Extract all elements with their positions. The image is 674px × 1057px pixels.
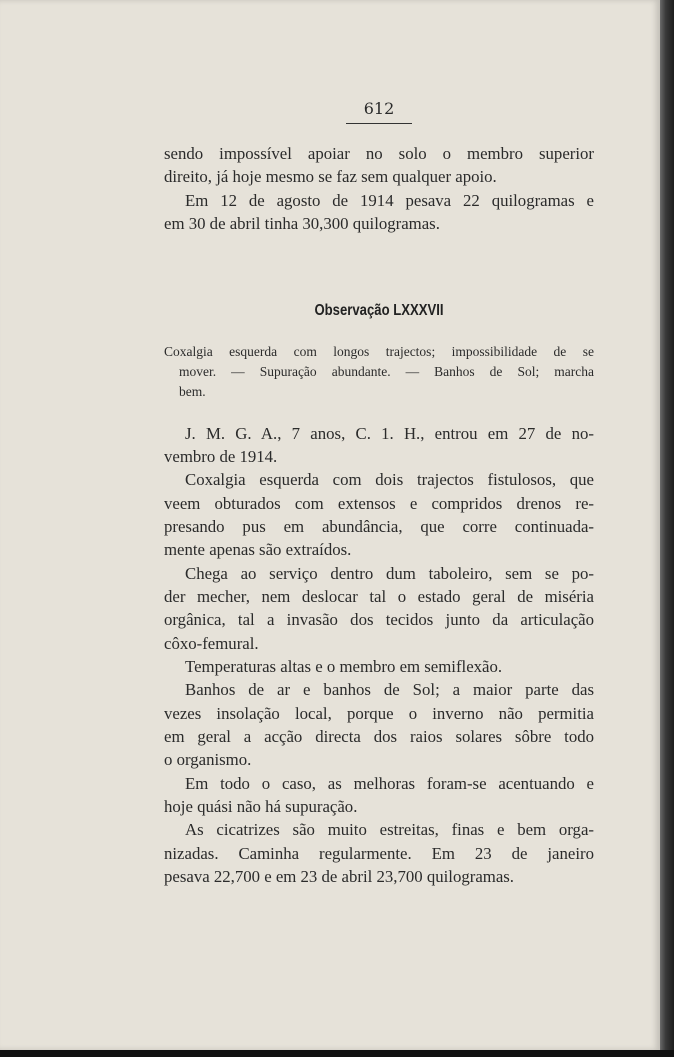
text-line: pesava 22,700 e em 23 de abril 23,700 quilogramas. xyxy=(164,867,514,886)
text-line: vembro de 1914. xyxy=(164,447,278,466)
text-line: Em 12 de agosto de 1914 pesava 22 quilogramas e xyxy=(185,191,594,210)
text-line: vezes insolação local, porque o inverno não permitia xyxy=(164,704,594,723)
text-line: côxo-femural. xyxy=(164,634,259,653)
text-line: direito, já hoje mesmo se faz sem qualquer apoio. xyxy=(164,167,497,186)
text-line: Chega ao serviço dentro dum taboleiro, sem se po- xyxy=(185,564,594,583)
text-line: Coxalgia esquerda com dois trajectos fistulosos, que xyxy=(185,470,594,489)
text-line: veem obturados com extensos e compridos drenos re- xyxy=(164,494,594,513)
text-line: Banhos de ar e banhos de Sol; a maior parte das xyxy=(185,680,594,699)
text-line: mente apenas são extraídos. xyxy=(164,540,352,559)
text-line: J. M. G. A., 7 anos, C. 1. H., entrou em 27 de no- xyxy=(185,424,594,443)
text-line: sendo impossível apoiar no solo o membro superior xyxy=(164,144,594,163)
text-line: Em todo o caso, as melhoras foram-se acentuando e xyxy=(185,774,594,793)
text-line: o organismo. xyxy=(164,750,252,769)
observation-heading: Observação LXXXVII xyxy=(314,302,444,319)
text-line: Temperaturas altas e o membro em semiflexão. xyxy=(185,657,503,676)
text-line: As cicatrizes são muito estreitas, finas e bem orga- xyxy=(185,820,594,839)
summary-line: Coxalgia esquerda com longos trajectos; impossibilidade de se xyxy=(164,344,594,359)
text-line: em geral a acção directa dos raios solares sôbre todo xyxy=(164,727,594,746)
book-edge xyxy=(660,0,674,1057)
summary-line: mover. — Supuração abundante. — Banhos de Sol; marcha xyxy=(179,364,594,379)
summary-line: bem. xyxy=(179,384,206,399)
page-number-rule xyxy=(346,123,412,124)
text-line: orgânica, tal a invasão dos tecidos junto da articulação xyxy=(164,610,594,629)
text-line: em 30 de abril tinha 30,300 quilogramas. xyxy=(164,214,440,233)
text-line: presando pus em abundância, que corre continuada- xyxy=(164,517,594,536)
text-line: hoje quási não há supuração. xyxy=(164,797,358,816)
page-number: 612 xyxy=(363,99,395,118)
text-line: nizadas. Caminha regularmente. Em 23 de janeiro xyxy=(164,844,594,863)
text-line: der mecher, nem deslocar tal o estado geral de miséria xyxy=(164,587,594,606)
scan-border xyxy=(0,1050,674,1057)
